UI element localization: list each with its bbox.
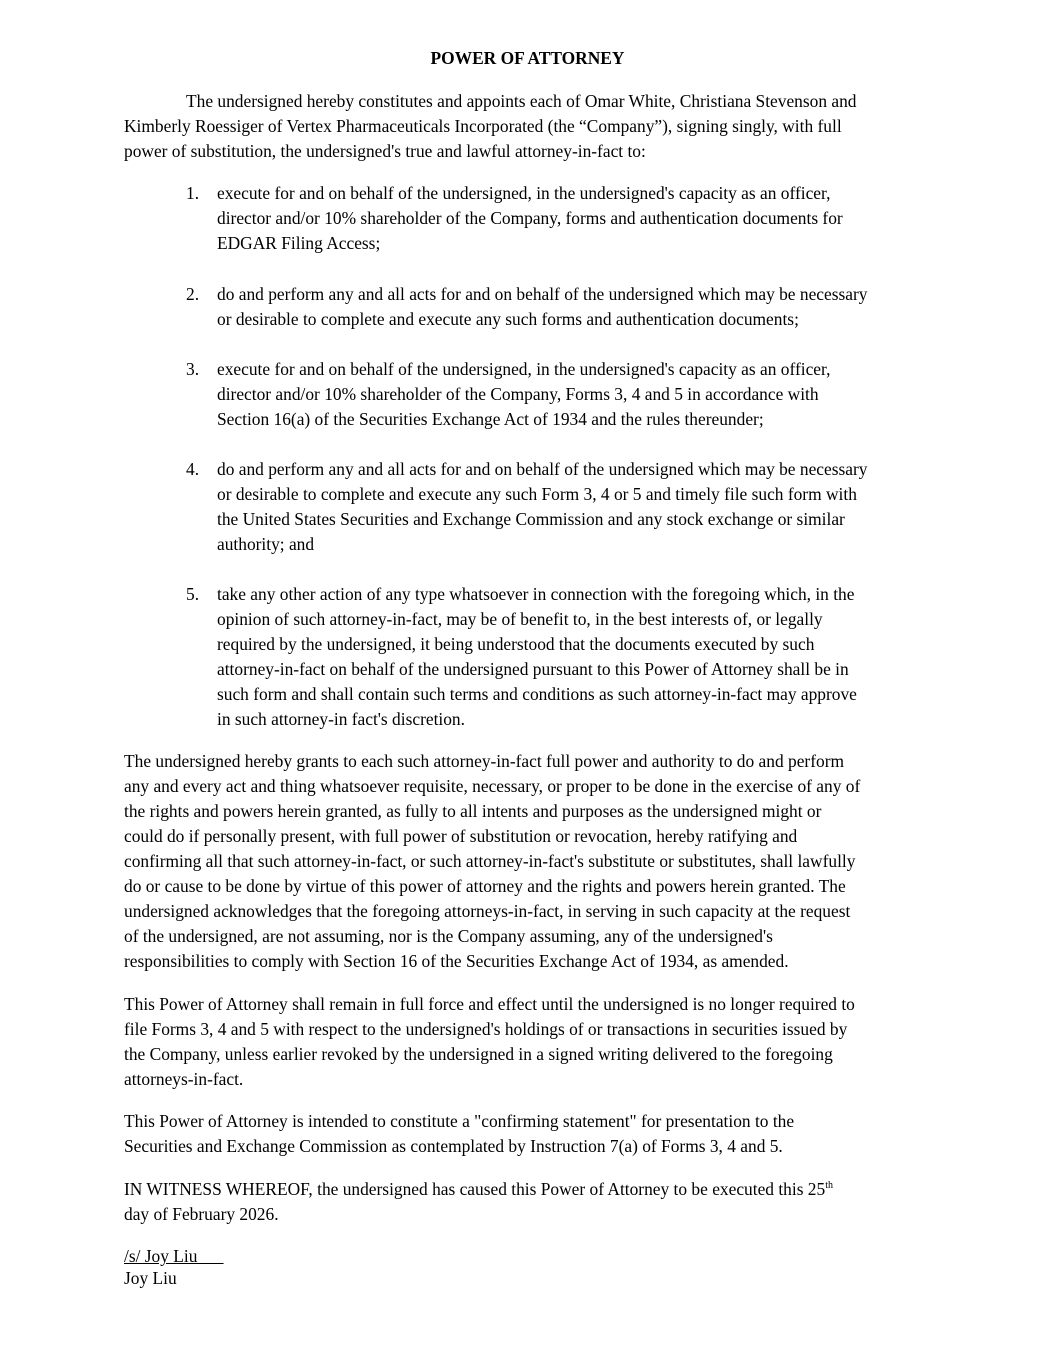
intro-paragraph <box>124 89 936 164</box>
paragraph-line: Securities and Exchange Commission as contemplated by Instruction 7(a) of Forms 3, 4 and 5. <box>124 1136 783 1156</box>
paragraph-line: file Forms 3, 4 and 5 with respect to the undersigned's holdings of or transactions in securities issued by <box>124 1019 848 1039</box>
paragraph-line: responsibilities to comply with Section 16 of the Securities Exchange Act of 1934, as amended. <box>124 951 789 971</box>
ordinal-suffix: th <box>825 1180 833 1191</box>
list-line: opinion of such attorney-in-fact, may be of benefit to, in the best interests of, or legally <box>217 609 823 629</box>
paragraph-line: do or cause to be done by virtue of this power of attorney and the rights and powers herein granted. The <box>124 876 846 896</box>
paragraph-line: undersigned acknowledges that the foregoing attorneys-in-fact, in serving in such capacity at the request <box>124 901 851 921</box>
signature-line: /s/ Joy Liu <box>124 1246 224 1266</box>
witness-line-1 <box>124 1177 936 1202</box>
paragraph-line: attorneys-in-fact. <box>124 1069 244 1089</box>
witness-line-2: day of February 2026. <box>124 1204 279 1224</box>
paragraph-line: This Power of Attorney is intended to constitute a "confirming statement" for presentation to the <box>124 1111 795 1131</box>
paragraph-line: could do if personally present, with full power of substitution or revocation, hereby ratifying and <box>124 826 798 846</box>
intro-line: Kimberly Roessiger of Vertex Pharmaceuticals Incorporated (the “Company”), signing singly, with full <box>124 116 842 136</box>
paragraph-line: the rights and powers herein granted, as fully to all intents and purposes as the undersigned might or <box>124 801 822 821</box>
confirming-statement-paragraph <box>124 1109 936 1159</box>
paragraph-line: the Company, unless earlier revoked by the undersigned in a signed writing delivered to the foregoing <box>124 1044 833 1064</box>
list-number: 4. <box>186 459 200 479</box>
paragraph-line: This Power of Attorney shall remain in full force and effect until the undersigned is no longer required to <box>124 994 855 1014</box>
list-line: Section 16(a) of the Securities Exchange Act of 1934 and the rules thereunder; <box>217 409 764 429</box>
list-line: EDGAR Filing Access; <box>217 233 381 253</box>
list-line: or desirable to complete and execute any such forms and authentication documents; <box>217 309 799 329</box>
list-line: do and perform any and all acts for and on behalf of the undersigned which may be necessary <box>217 284 868 304</box>
duration-paragraph <box>124 992 936 1092</box>
list-line: attorney-in-fact on behalf of the undersigned pursuant to this Power of Attorney shall be in <box>217 659 849 679</box>
grant-paragraph <box>124 749 936 974</box>
intro-line: power of substitution, the undersigned's true and lawful attorney-in-fact to: <box>124 141 646 161</box>
list-line: execute for and on behalf of the undersigned, in the undersigned's capacity as an officer, <box>217 183 831 203</box>
signature-block <box>124 1245 936 1289</box>
paragraph-line: any and every act and thing whatsoever requisite, necessary, or proper to be done in the exercise of any of <box>124 776 861 796</box>
paragraph-line: confirming all that such attorney-in-fact, or such attorney-in-fact's substitute or substitutes, shall lawfully <box>124 851 856 871</box>
witness-paragraph <box>124 1177 936 1227</box>
list-number: 1. <box>186 183 200 203</box>
list-line: or desirable to complete and execute any such Form 3, 4 or 5 and timely file such form with <box>217 484 857 504</box>
paragraph-line: of the undersigned, are not assuming, nor is the Company assuming, any of the undersigned's <box>124 926 773 946</box>
list-line: required by the undersigned, it being understood that the documents executed by such <box>217 634 815 654</box>
list-line: take any other action of any type whatsoever in connection with the foregoing which, in the <box>217 584 855 604</box>
list-number: 2. <box>186 284 200 304</box>
witness-text: IN WITNESS WHEREOF, the undersigned has caused this Power of Attorney to be executed this 25 <box>124 1179 826 1199</box>
list-line: director and/or 10% shareholder of the Company, Forms 3, 4 and 5 in accordance with <box>217 384 819 404</box>
list-line: execute for and on behalf of the undersigned, in the undersigned's capacity as an officer, <box>217 359 831 379</box>
printed-name: Joy Liu <box>124 1268 177 1288</box>
list-line: the United States Securities and Exchange Commission and any stock exchange or similar <box>217 509 845 529</box>
list-line: director and/or 10% shareholder of the Company, forms and authentication documents for <box>217 208 843 228</box>
document-title: POWER OF ATTORNEY <box>430 48 625 68</box>
list-line: do and perform any and all acts for and on behalf of the undersigned which may be necessary <box>217 459 868 479</box>
list-line: such form and shall contain such terms and conditions as such attorney-in-fact may approve <box>217 684 857 704</box>
list-line: authority; and <box>217 534 315 554</box>
list-number: 5. <box>186 584 200 604</box>
intro-line: The undersigned hereby constitutes and appoints each of Omar White, Christiana Stevenson and <box>186 91 857 111</box>
list-line: in such attorney-in fact's discretion. <box>217 709 465 729</box>
paragraph-line: The undersigned hereby grants to each such attorney-in-fact full power and authority to do and perform <box>124 751 845 771</box>
list-number: 3. <box>186 359 200 379</box>
